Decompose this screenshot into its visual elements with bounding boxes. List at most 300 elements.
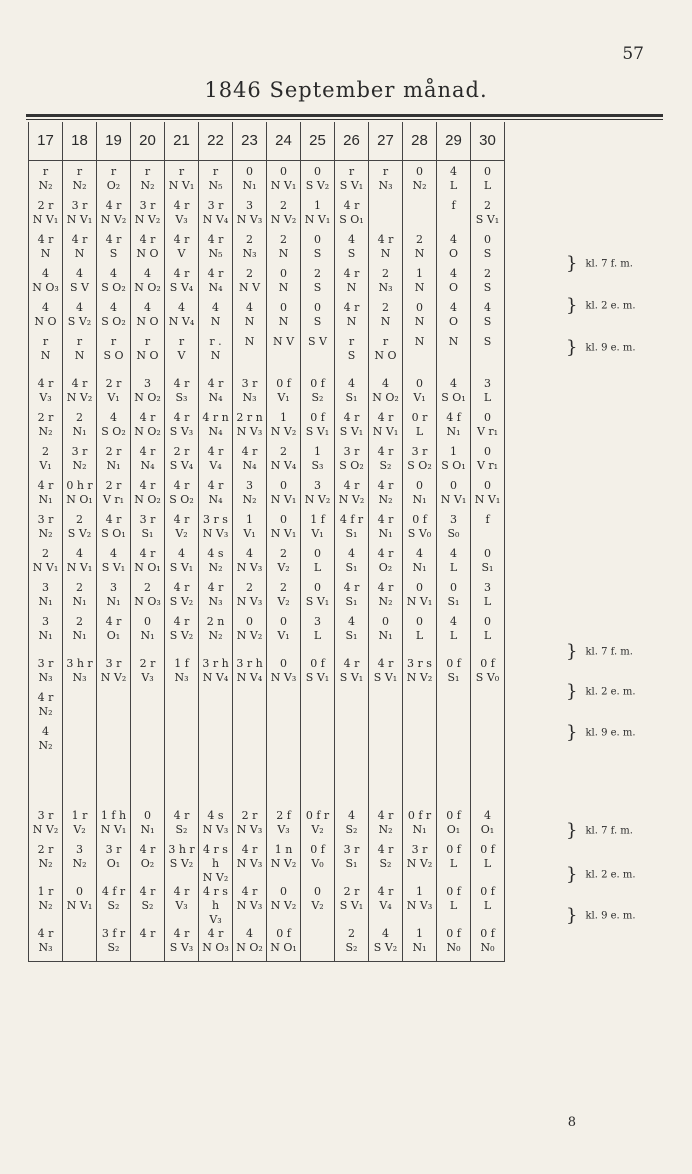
table-cell: 0 L [471, 165, 505, 199]
table-cell [437, 691, 471, 725]
day-header: 28 [403, 122, 437, 161]
table-cell: 0 S V₁ [301, 581, 335, 615]
table-cell: S V [301, 335, 335, 377]
table-cell: 4 r N V₂ [335, 479, 369, 513]
table-row [29, 809, 505, 843]
table-row [29, 547, 505, 581]
table-cell: 4 N V₁ [63, 547, 97, 581]
table-cell: 4 r S [97, 233, 131, 267]
table-cell: 3 r S O₂ [335, 445, 369, 479]
table-cell: S [471, 335, 505, 377]
table-row [29, 581, 505, 615]
table-cell [437, 725, 471, 769]
table-cell: 4 r S₂ [165, 809, 199, 843]
table-cell: 4 r N O [131, 233, 165, 267]
table-cell: 4 r N₂ [29, 691, 63, 725]
table-cell: 4 r V₃ [29, 377, 63, 411]
table-cell: 2 N V [233, 267, 267, 301]
table-cell: 0 N V₁ [471, 479, 505, 513]
table-row [29, 691, 505, 725]
table-cell: 2 n N₂ [199, 615, 233, 657]
table-cell: 4 r S V₁ [369, 657, 403, 691]
table-cell: 3 r N₃ [233, 377, 267, 411]
table-cell [165, 725, 199, 769]
table-cell: 2 S₂ [335, 927, 369, 962]
table-cell: 4 r s h N V₂ [199, 843, 233, 885]
table-cell: 4 s N V₃ [199, 809, 233, 843]
table-cell: 4 O [437, 301, 471, 335]
table-cell: 1 f h N V₁ [97, 809, 131, 843]
table-cell: 0 N V₁ [267, 479, 301, 513]
table-cell: 4 S [335, 233, 369, 267]
table-cell: 2 r N V₃ [233, 809, 267, 843]
table-cell: 4 S V₂ [63, 301, 97, 335]
footer-number: 8 [567, 1115, 576, 1130]
table-cell: 0 N₁ [131, 809, 165, 843]
table-cell: r N [63, 335, 97, 377]
table-cell: 4 N O₃ [29, 267, 63, 301]
table-cell: 1 f V₁ [301, 513, 335, 547]
table-cell: 0 V₂ [301, 885, 335, 927]
table-cell: 0 f V₀ [301, 843, 335, 885]
table-cell: 0 N V₂ [233, 615, 267, 657]
table-cell: 4 r N₄ [199, 267, 233, 301]
table-cell [63, 725, 97, 769]
table-cell: 4 N O [131, 301, 165, 335]
table-cell: 4 r N [369, 233, 403, 267]
table-cell: r S [335, 335, 369, 377]
table-cell: 0 f S V₁ [301, 657, 335, 691]
table-cell: 4 r N₄ [131, 445, 165, 479]
table-cell: 4 r V [165, 233, 199, 267]
table-cell: 4 f r S₁ [335, 513, 369, 547]
table-cell: 2 r N₂ [29, 411, 63, 445]
table-cell: 0 f S V₁ [301, 411, 335, 445]
table-cell: r N₅ [199, 165, 233, 199]
table-cell: 0 N [267, 301, 301, 335]
table-cell: N V [267, 335, 301, 377]
table-row [29, 267, 505, 301]
table-cell: 4 r N₂ [369, 581, 403, 615]
table-cell [301, 769, 335, 809]
table-cell [369, 691, 403, 725]
table-cell: 2 N₃ [233, 233, 267, 267]
table-cell: 0 N V₃ [267, 657, 301, 691]
table-cell: 4 r S V₁ [335, 411, 369, 445]
table-cell: 2 N [403, 233, 437, 267]
day-header: 27 [369, 122, 403, 161]
table-cell: 4 L [437, 547, 471, 581]
table-cell: 4 S O₂ [97, 301, 131, 335]
table-cell [63, 927, 97, 962]
table-cell [267, 691, 301, 725]
table-cell: 0 S [301, 301, 335, 335]
table-cell: 4 r S V₃ [165, 927, 199, 962]
table-cell [267, 769, 301, 809]
table-cell [471, 691, 505, 725]
table-cell: 3 N₂ [63, 843, 97, 885]
table-cell: 4 N₁ [403, 547, 437, 581]
table-cell [403, 691, 437, 725]
table-row [29, 335, 505, 377]
table-cell: 4 S O₂ [97, 267, 131, 301]
table-row [29, 769, 505, 809]
day-header: 26 [335, 122, 369, 161]
table-cell: 3 N₁ [29, 581, 63, 615]
table-cell [233, 769, 267, 809]
table-cell: 3 r N V₂ [403, 843, 437, 885]
table-cell: 4 r N₃ [29, 927, 63, 962]
table-cell: r S O [97, 335, 131, 377]
table-cell: 0 h r N O₁ [63, 479, 97, 513]
day-header: 23 [233, 122, 267, 161]
table-cell: 4 r N O₃ [199, 927, 233, 962]
table-cell: r N V₁ [165, 165, 199, 199]
table-cell: 3 r S O₂ [403, 445, 437, 479]
table-cell: r N O [369, 335, 403, 377]
day-header: 30 [471, 122, 505, 161]
table-cell: 1 r N₂ [29, 885, 63, 927]
table-cell: r N₂ [63, 165, 97, 199]
table-cell: 2 r n N V₃ [233, 411, 267, 445]
table-cell [369, 769, 403, 809]
table-cell: 2 V₂ [267, 581, 301, 615]
table-row [29, 445, 505, 479]
table-cell: 0 S [301, 233, 335, 267]
table-cell: 0 f N O₁ [267, 927, 301, 962]
table-cell: r N [29, 335, 63, 377]
table-cell: 3 r s N V₃ [199, 513, 233, 547]
table-cell: 4 N [199, 301, 233, 335]
table-cell: 4 r N V₃ [233, 885, 267, 927]
table-cell: 3 N₁ [97, 581, 131, 615]
table-cell: 4 r [131, 927, 165, 962]
table-cell: 3 h r S V₂ [165, 843, 199, 885]
table-cell: 2 N V₄ [267, 445, 301, 479]
table-cell: 2 S V₂ [63, 513, 97, 547]
table-cell: 4 r S₂ [369, 445, 403, 479]
table-cell: 0 N V₂ [267, 885, 301, 927]
brace-icon: } [566, 681, 578, 702]
header-rule-thick [26, 114, 663, 117]
table-cell: 3 r N V₂ [131, 199, 165, 233]
table-cell: 4 S V₁ [165, 547, 199, 581]
table-cell: 4 r V₄ [369, 885, 403, 927]
note-morning-3: } kl. 7 f. m. [566, 820, 633, 841]
table-cell: 0 S V₂ [301, 165, 335, 199]
table-cell [97, 691, 131, 725]
table-cell: 4 r N₂ [369, 479, 403, 513]
table-cell: 0 S₁ [471, 547, 505, 581]
table-cell: 0 f S V₀ [403, 513, 437, 547]
table-cell: 2 N V₂ [267, 199, 301, 233]
table-cell: 2 S [471, 267, 505, 301]
table-cell: 2 S V₁ [471, 199, 505, 233]
table-cell: r S V₁ [335, 165, 369, 199]
observation-table [28, 122, 505, 962]
table-cell: 0 f S₁ [437, 657, 471, 691]
table-cell: r N₂ [131, 165, 165, 199]
table-cell: 2 N [267, 233, 301, 267]
table-cell: 2 S [301, 267, 335, 301]
table-cell: 4 S V₂ [369, 927, 403, 962]
table-cell [131, 691, 165, 725]
table-cell: 4 r n N₄ [199, 411, 233, 445]
table-cell [267, 725, 301, 769]
table-cell: 2 f V₃ [267, 809, 301, 843]
table-cell: 3 r N₂ [63, 445, 97, 479]
table-cell: 0 V r₁ [471, 411, 505, 445]
table-cell: 4 r S O₁ [335, 199, 369, 233]
table-cell: 4 r N O₂ [131, 479, 165, 513]
brace-icon: } [566, 905, 578, 926]
table-row [29, 411, 505, 445]
table-cell: 0 N₂ [403, 165, 437, 199]
table-cell: 2 V₂ [267, 547, 301, 581]
table-cell [335, 691, 369, 725]
table-cell: 4 L [437, 165, 471, 199]
table-cell: 4 r N₄ [199, 479, 233, 513]
table-cell: 4 r N₃ [199, 581, 233, 615]
table-cell: 1 V₁ [233, 513, 267, 547]
table-cell [199, 691, 233, 725]
table-cell: 2 r S V₄ [165, 445, 199, 479]
note-morning-2: } kl. 7 f. m. [566, 641, 633, 662]
table-row [29, 233, 505, 267]
day-header: 19 [97, 122, 131, 161]
table-cell: f [437, 199, 471, 233]
table-cell: 0 L [471, 615, 505, 657]
brace-icon: } [566, 295, 578, 316]
day-header: 21 [165, 122, 199, 161]
table-cell: 0 f V₁ [267, 377, 301, 411]
table-cell: 2 r N₁ [97, 445, 131, 479]
table-cell: 4 r O₁ [97, 615, 131, 657]
day-header: 20 [131, 122, 165, 161]
table-cell: 3 r N₂ [29, 513, 63, 547]
table-cell: 0 f L [437, 843, 471, 885]
table-cell: 4 r S₁ [335, 581, 369, 615]
table-cell [301, 725, 335, 769]
table-cell: 0 N V₁ [437, 479, 471, 513]
day-header: 25 [301, 122, 335, 161]
table-cell: 3 r s N V₂ [403, 657, 437, 691]
table-cell: 4 r V₃ [165, 885, 199, 927]
table-cell: 4 N O [29, 301, 63, 335]
table-cell: 2 N V₃ [233, 581, 267, 615]
table-cell: 3 r N V₂ [97, 657, 131, 691]
table-cell: 2 N [369, 301, 403, 335]
table-cell: 3 L [471, 377, 505, 411]
table-cell: 4 S₁ [335, 615, 369, 657]
table-cell: 4 r S₂ [369, 843, 403, 885]
table-cell: 4 r S O₁ [97, 513, 131, 547]
table-cell: 1 N₁ [403, 927, 437, 962]
table-cell: 3 r h N V₄ [233, 657, 267, 691]
table-cell: 0 f L [437, 885, 471, 927]
day-header: 17 [29, 122, 63, 161]
table-cell [335, 725, 369, 769]
table-cell [335, 769, 369, 809]
table-cell [63, 769, 97, 809]
table-cell: 0 N V₁ [267, 513, 301, 547]
day-header: 18 [63, 122, 97, 161]
table-cell [471, 725, 505, 769]
table-cell: 1 n N V₂ [267, 843, 301, 885]
table-cell: 2 N₁ [63, 615, 97, 657]
table-cell: 4 r N V₃ [233, 843, 267, 885]
table-cell [369, 199, 403, 233]
table-cell: 4 N V₃ [233, 547, 267, 581]
note-evening-1: } kl. 9 e. m. [566, 337, 636, 358]
table-cell [403, 725, 437, 769]
table-cell: 0 L [403, 615, 437, 657]
table-cell: 4 S₁ [335, 547, 369, 581]
table-cell [471, 769, 505, 809]
table-cell: 1 N V₃ [403, 885, 437, 927]
table-cell: 3 r O₁ [97, 843, 131, 885]
table-cell: 4 f r S₂ [97, 885, 131, 927]
table-cell: 3 L [471, 581, 505, 615]
table-cell [301, 691, 335, 725]
table-cell [437, 769, 471, 809]
table-cell: 4 r N [29, 233, 63, 267]
table-cell [97, 725, 131, 769]
table-cell: 0 f r V₂ [301, 809, 335, 843]
table-cell: 4 r S V₂ [165, 581, 199, 615]
table-cell: 3 r N V₂ [29, 809, 63, 843]
table-cell: r V [165, 335, 199, 377]
table-cell: 2 r N V₁ [29, 199, 63, 233]
table-cell [403, 769, 437, 809]
table-row [29, 657, 505, 691]
table-cell: 2 N O₃ [131, 581, 165, 615]
table-cell: 3 N V₂ [301, 479, 335, 513]
table-cell: 4 N V₄ [165, 301, 199, 335]
table-row [29, 165, 505, 199]
table-cell: 4 r s h V₃ [199, 885, 233, 927]
table-cell: 4 r V₄ [199, 445, 233, 479]
table-cell: 4 r O₂ [369, 547, 403, 581]
brace-icon: } [566, 641, 578, 662]
table-cell: 0 V₁ [403, 377, 437, 411]
table-cell: 3 r S₁ [131, 513, 165, 547]
table-cell: 0 V₁ [267, 615, 301, 657]
table-cell: 0 f S V₀ [471, 657, 505, 691]
table-cell: 4 r N V₂ [97, 199, 131, 233]
table-cell: r N₂ [29, 165, 63, 199]
table-cell: 2 N₁ [63, 411, 97, 445]
table-cell: 3 S₀ [437, 513, 471, 547]
table-cell: 3 N₁ [29, 615, 63, 657]
table-cell: 2 N₃ [369, 267, 403, 301]
table-cell: 4 r N [335, 267, 369, 301]
table-cell: 2 r V₁ [97, 377, 131, 411]
table-cell: 4 N O₂ [233, 927, 267, 962]
table-cell: 4 r S V₁ [335, 657, 369, 691]
table-cell: 4 N₂ [29, 725, 63, 769]
brace-icon: } [566, 864, 578, 885]
day-header: 24 [267, 122, 301, 161]
table-cell: 4 r N₅ [199, 233, 233, 267]
table-cell: 0 f S₂ [301, 377, 335, 411]
page-title: 1846 September månad. [204, 78, 488, 102]
table-cell [165, 769, 199, 809]
table-row [29, 885, 505, 927]
table-cell: 0 N V₁ [63, 885, 97, 927]
brace-icon: } [566, 722, 578, 743]
table-cell: f [471, 513, 505, 547]
table-cell [63, 691, 97, 725]
table-row [29, 615, 505, 657]
header-rule-thin [26, 119, 663, 120]
table-cell: 4 r N O₂ [131, 411, 165, 445]
table-cell: 0 V r₁ [471, 445, 505, 479]
table-cell: 3 r N₃ [29, 657, 63, 691]
table-cell: r N O [131, 335, 165, 377]
table-cell: 4 O [437, 267, 471, 301]
table-cell [233, 691, 267, 725]
table-cell: 0 f L [471, 843, 505, 885]
table-cell: r N₃ [369, 165, 403, 199]
table-cell: 3 r S₁ [335, 843, 369, 885]
note-morning-1: } kl. 7 f. m. [566, 253, 633, 274]
table-cell: 0 N [267, 267, 301, 301]
table-cell: 0 L [301, 547, 335, 581]
table-cell [369, 725, 403, 769]
table-cell: 4 s N₂ [199, 547, 233, 581]
table-cell [29, 769, 63, 809]
table-cell: 4 r S₂ [131, 885, 165, 927]
table-cell: 0 f N₀ [471, 927, 505, 962]
table-cell: 4 S [471, 301, 505, 335]
table-cell [199, 769, 233, 809]
table-cell: 3 r h N V₄ [199, 657, 233, 691]
table-cell [199, 725, 233, 769]
table-cell: 4 r N₁ [369, 513, 403, 547]
table-cell [131, 769, 165, 809]
table-cell [233, 725, 267, 769]
note-afternoon-3: } kl. 2 e. m. [566, 864, 636, 885]
table-cell: 3 N₂ [233, 479, 267, 513]
table-cell: 3 N V₃ [233, 199, 267, 233]
table-cell: 2 r V₃ [131, 657, 165, 691]
table-row [29, 301, 505, 335]
table-cell: 4 r S O₂ [165, 479, 199, 513]
table-cell: 4 S₂ [335, 809, 369, 843]
table-cell: 4 N O₂ [131, 267, 165, 301]
table-cell: 4 r S₃ [165, 377, 199, 411]
table-cell: 4 r N [335, 301, 369, 335]
table-cell: 3 r N V₄ [199, 199, 233, 233]
table-cell: 0 N [403, 301, 437, 335]
day-header: 22 [199, 122, 233, 161]
table-cell: 0 N V₁ [267, 165, 301, 199]
table-cell: 3 h r N₃ [63, 657, 97, 691]
table-cell: 4 r N₂ [369, 809, 403, 843]
table-cell [403, 199, 437, 233]
table-cell [131, 725, 165, 769]
table-cell: 2 r S V₁ [335, 885, 369, 927]
table-cell: 0 r L [403, 411, 437, 445]
table-cell: 0 S [471, 233, 505, 267]
table-cell: r . N [199, 335, 233, 377]
table-cell: 1 N V₁ [301, 199, 335, 233]
table-cell: 4 r V₂ [165, 513, 199, 547]
table-cell: 3 N O₂ [131, 377, 165, 411]
table-cell: 0 S₁ [437, 581, 471, 615]
table-cell: 4 S O₂ [97, 411, 131, 445]
